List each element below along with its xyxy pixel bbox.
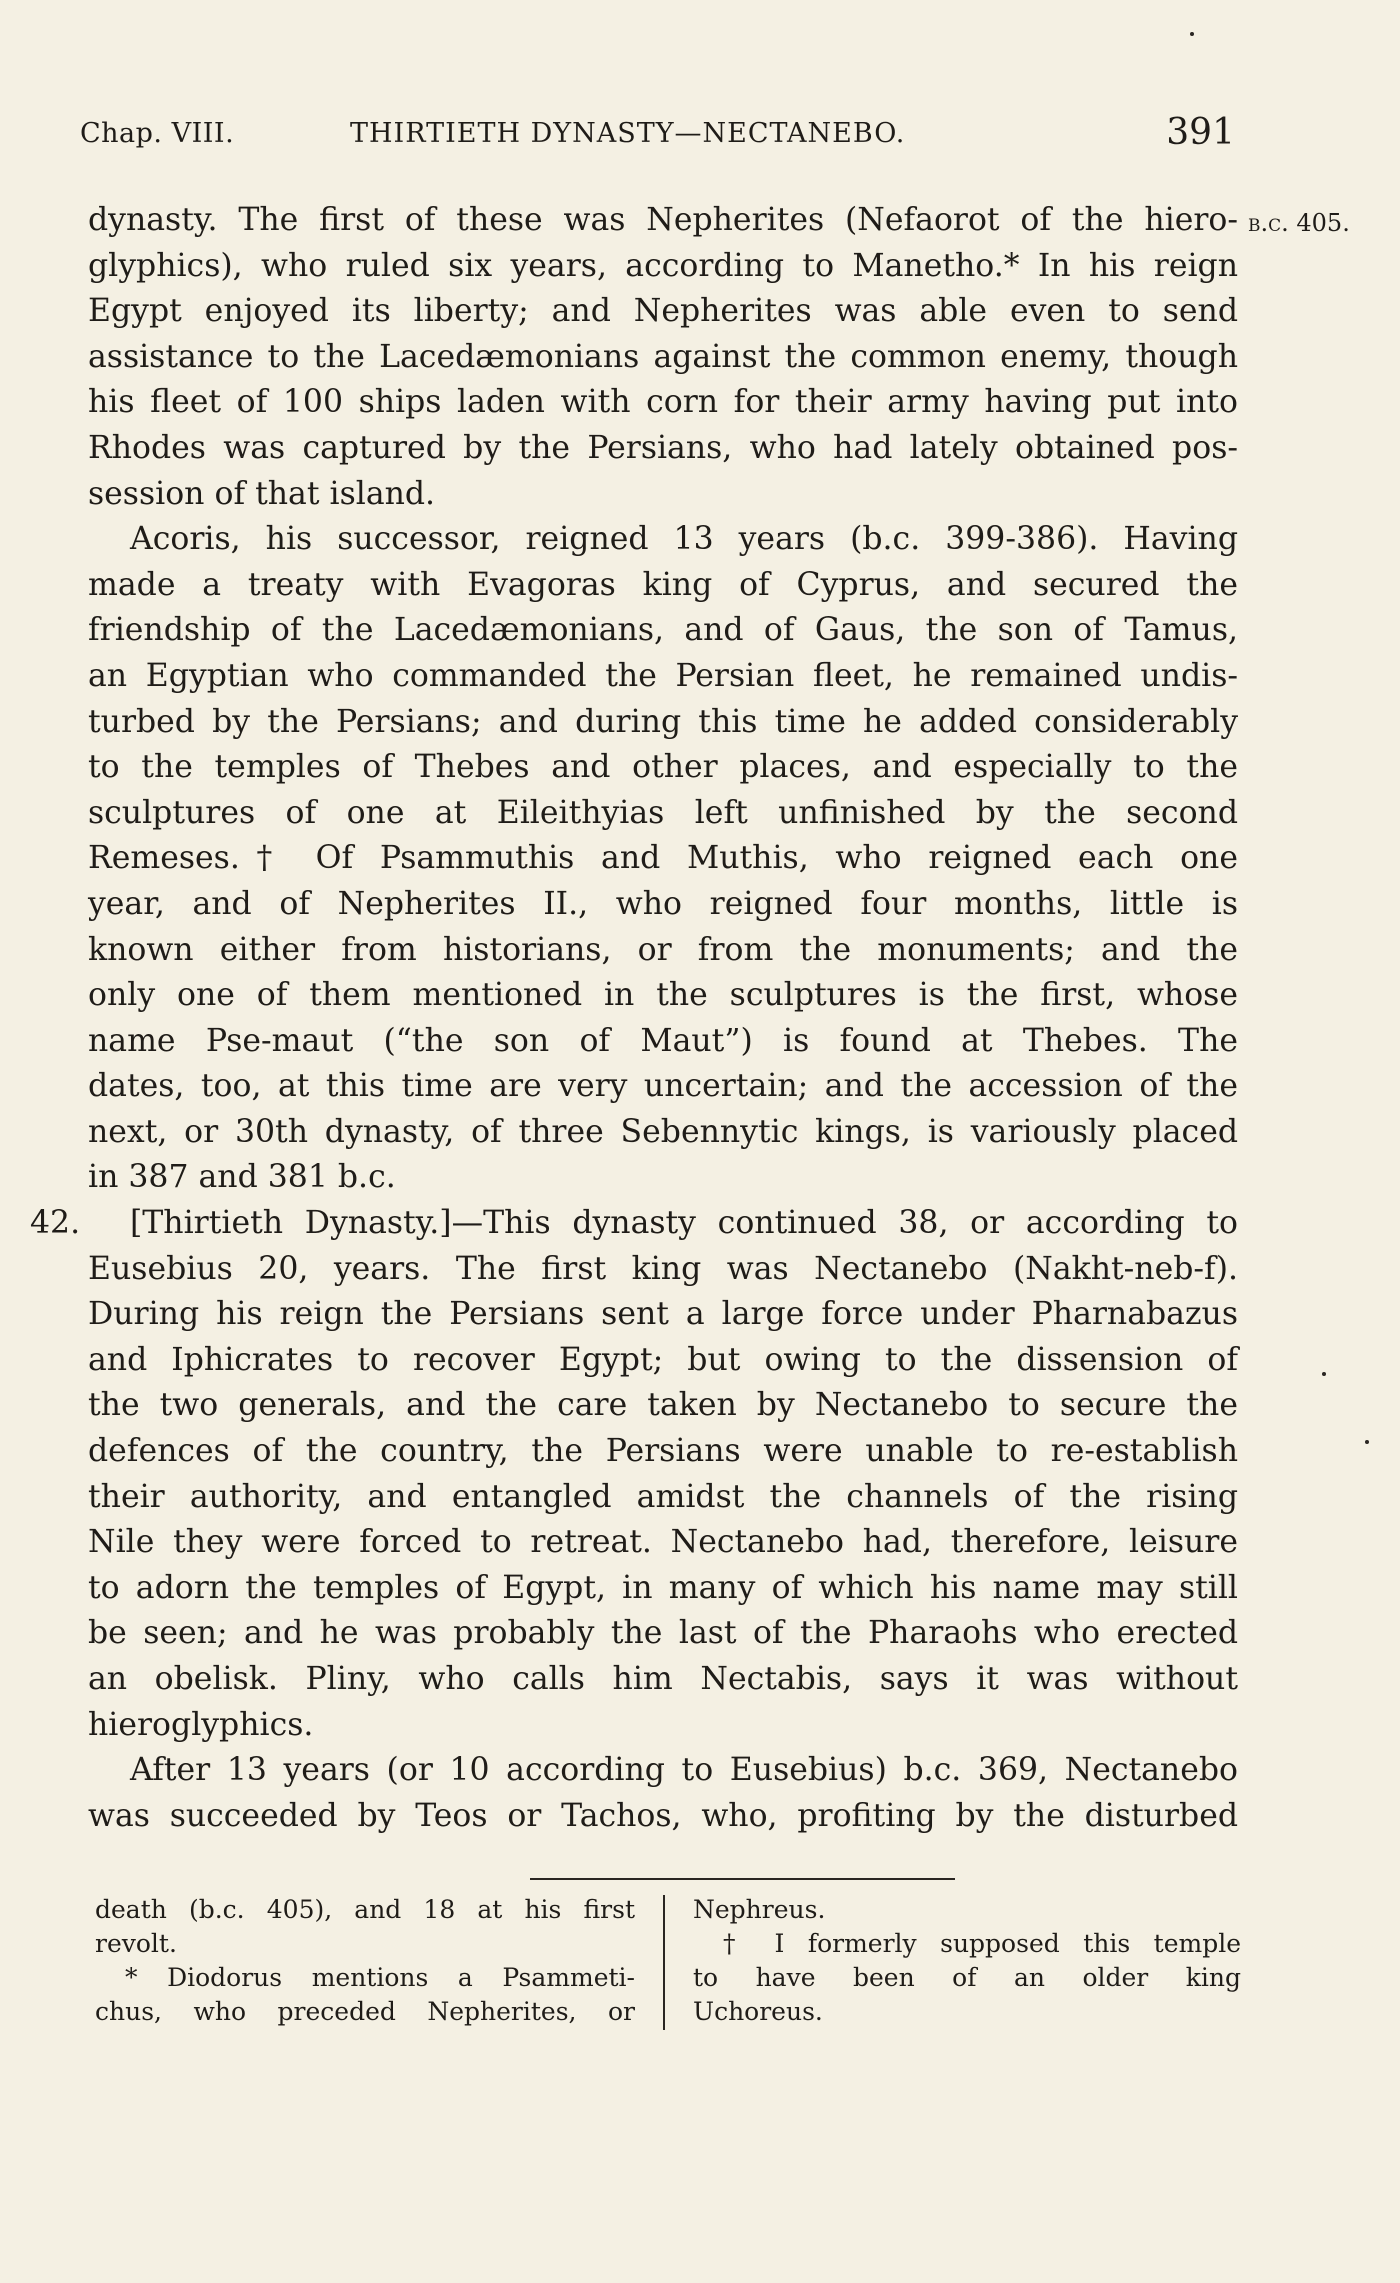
text-line: sculptures of one at Eileithyias left unfinished by the second — [88, 794, 1238, 831]
text-line: and Iphicrates to recover Egypt; but owing to the dissension of — [88, 1341, 1238, 1378]
chapter-label: Chap. VIII. — [80, 118, 235, 149]
footnote-line: death (b.c. 405), and 18 at his first — [95, 1895, 635, 1924]
text-line: next, or 30th dynasty, of three Sebennytic kings, is variously placed — [88, 1113, 1238, 1150]
text-line: in 387 and 381 b.c. — [88, 1159, 396, 1196]
footnote-line: Uchoreus. — [693, 1997, 823, 2026]
footnote-line: chus, who preceded Nepherites, or — [95, 1997, 635, 2026]
text-line: hieroglyphics. — [88, 1706, 314, 1743]
text-line: session of that island. — [88, 475, 436, 512]
running-header — [80, 112, 1255, 172]
text-line: Eusebius 20, years. The first king was Nectanebo (Nakht-neb-f). — [88, 1250, 1238, 1287]
text-line: made a treaty with Evagoras king of Cyprus, and secured the — [88, 566, 1238, 603]
text-line: their authority, and entangled amidst the channels of the rising — [88, 1478, 1238, 1515]
footnote-line: † I formerly supposed this temple — [723, 1929, 1241, 1958]
text-line: his fleet of 100 ships laden with corn for their army having put into — [88, 384, 1238, 421]
paper-speck — [1365, 1440, 1369, 1444]
text-line: name Pse-maut (“the son of Maut”) is found at Thebes. The — [88, 1022, 1238, 1059]
footnote-rule — [530, 1878, 955, 1880]
text-line: to adorn the temples of Egypt, in many of which his name may still — [88, 1569, 1238, 1606]
running-title: THIRTIETH DYNASTY—NECTANEBO. — [350, 118, 906, 149]
text-line: known either from historians, or from the monuments; and the — [88, 931, 1238, 968]
text-line: Egypt enjoyed its liberty; and Nepherites was able even to send — [88, 293, 1238, 330]
section-number: 42. — [30, 1205, 81, 1242]
text-line: defences of the country, the Persians were unable to re-establish — [88, 1433, 1238, 1470]
text-line: dates, too, at this time are very uncertain; and the accession of the — [88, 1068, 1238, 1105]
footnote-line: revolt. — [95, 1929, 177, 1958]
text-line: Remeses.† Of Psammuthis and Muthis, who reigned each one — [88, 840, 1238, 877]
text-line: be seen; and he was probably the last of the Pharaohs who erected — [88, 1615, 1238, 1652]
section-42 — [30, 1201, 1238, 1247]
text-line: dynasty. The first of these was Nepherites (Nefaorot of the hiero- — [88, 202, 1238, 238]
text-line: year, and of Nepherites II., who reigned four months, little is — [88, 885, 1238, 922]
text-line: friendship of the Lacedæmonians, and of Gaus, the son of Tamus, — [88, 612, 1238, 649]
footnote-line: * Diodorus mentions a Psammeti- — [125, 1963, 635, 1992]
text-line: Acoris, his successor, reigned 13 years (b.c. 399-386). Having — [130, 521, 1238, 558]
footnote-line: Nephreus. — [693, 1895, 826, 1924]
text-line: the two generals, and the care taken by Nectanebo to secure the — [88, 1387, 1238, 1424]
text-line: to the temples of Thebes and other places, and especially to the — [88, 749, 1238, 786]
text-line: only one of them mentioned in the sculptures is the first, whose — [88, 977, 1238, 1014]
paper-speck — [1190, 32, 1194, 36]
main-text — [30, 198, 1238, 1839]
footnote-column-divider — [663, 1895, 665, 2030]
text-line: turbed by the Persians; and during this time he added considerably — [88, 703, 1238, 740]
text-line: an obelisk. Pliny, who calls him Nectabis, says it was without — [88, 1661, 1238, 1697]
text-line: assistance to the Lacedæmonians against the common enemy, though — [88, 338, 1238, 375]
text-line: Rhodes was captured by the Persians, who had lately obtained pos- — [88, 429, 1238, 466]
margin-date-note: b.c. 405. — [1248, 209, 1350, 237]
page-number: 391 — [1166, 112, 1235, 153]
footnote-line: to have been of an older king — [693, 1963, 1241, 1992]
text-line: [Thirtieth Dynasty.]—This dynasty continued 38, or according to — [130, 1205, 1238, 1242]
text-line: an Egyptian who commanded the Persian fleet, he remained undis- — [88, 657, 1238, 694]
footnotes-left-column — [95, 1893, 635, 2029]
text-line: Nile they were forced to retreat. Nectanebo had, therefore, leisure — [88, 1524, 1238, 1561]
paper-speck — [1322, 1372, 1326, 1376]
text-line: After 13 years (or 10 according to Eusebius) b.c. 369, Nectanebo — [130, 1752, 1238, 1789]
text-line: During his reign the Persians sent a large force under Pharnabazus — [88, 1296, 1238, 1333]
text-line: glyphics), who ruled six years, according to Manetho.* In his reign — [88, 247, 1238, 284]
footnotes-right-column — [693, 1893, 1241, 2029]
text-line: was succeeded by Teos or Tachos, who, profiting by the disturbed — [88, 1797, 1238, 1834]
